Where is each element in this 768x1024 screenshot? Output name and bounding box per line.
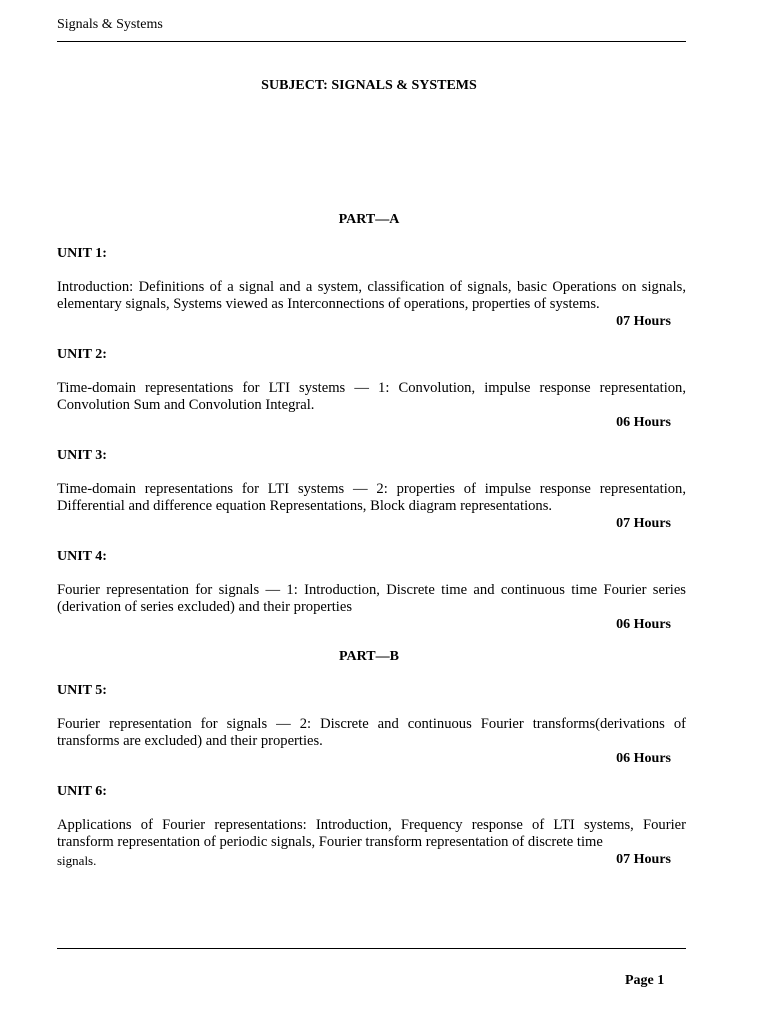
unit-5-heading: UNIT 5:: [57, 683, 107, 698]
unit-6-hours: 07 Hours: [616, 852, 671, 867]
page-number: Page 1: [625, 973, 665, 988]
header-rule: [57, 41, 686, 42]
unit-1-description: Introduction: Definitions of a signal and a system, classification of signals, basic Operations on signals, elementary signals, Systems viewed as Interconnections of operations, properties of systems.: [57, 279, 686, 312]
unit-6-description-tail: signals.: [57, 853, 97, 868]
unit-2-hours: 06 Hours: [616, 415, 671, 430]
unit-6-description: Applications of Fourier representations: Introduction, Frequency response of LTI systems, Fourier transform representation of periodic signals, Fourier transform representation of discrete time: [57, 817, 686, 850]
running-header: Signals & Systems: [57, 17, 163, 32]
part-a-heading: PART—A: [338, 212, 400, 227]
unit-2-heading: UNIT 2:: [57, 347, 107, 362]
unit-3-hours: 07 Hours: [616, 516, 671, 531]
unit-5-description: Fourier representation for signals — 2: Discrete and continuous Fourier transforms(derivations of transforms are excluded) and their properties.: [57, 716, 686, 749]
unit-4-hours: 06 Hours: [616, 617, 671, 632]
part-b-heading: PART—B: [339, 649, 399, 664]
subject-title: SUBJECT: SIGNALS & SYSTEMS: [261, 78, 477, 93]
unit-4-heading: UNIT 4:: [57, 549, 107, 564]
unit-3-heading: UNIT 3:: [57, 448, 107, 463]
unit-6-heading: UNIT 6:: [57, 784, 107, 799]
unit-4-description: Fourier representation for signals — 1: Introduction, Discrete time and continuous time Fourier series (derivation of series excluded) and their properties: [57, 582, 686, 615]
unit-3-description: Time-domain representations for LTI systems — 2: properties of impulse response representation, Differential and difference equation Representations, Block diagram representations.: [57, 481, 686, 514]
unit-2-description: Time-domain representations for LTI systems — 1: Convolution, impulse response representation, Convolution Sum and Convolution Integral.: [57, 380, 686, 413]
unit-1-heading: UNIT 1:: [57, 246, 107, 261]
unit-5-hours: 06 Hours: [616, 751, 671, 766]
unit-1-hours: 07 Hours: [616, 314, 671, 329]
footer-rule: [57, 948, 686, 949]
